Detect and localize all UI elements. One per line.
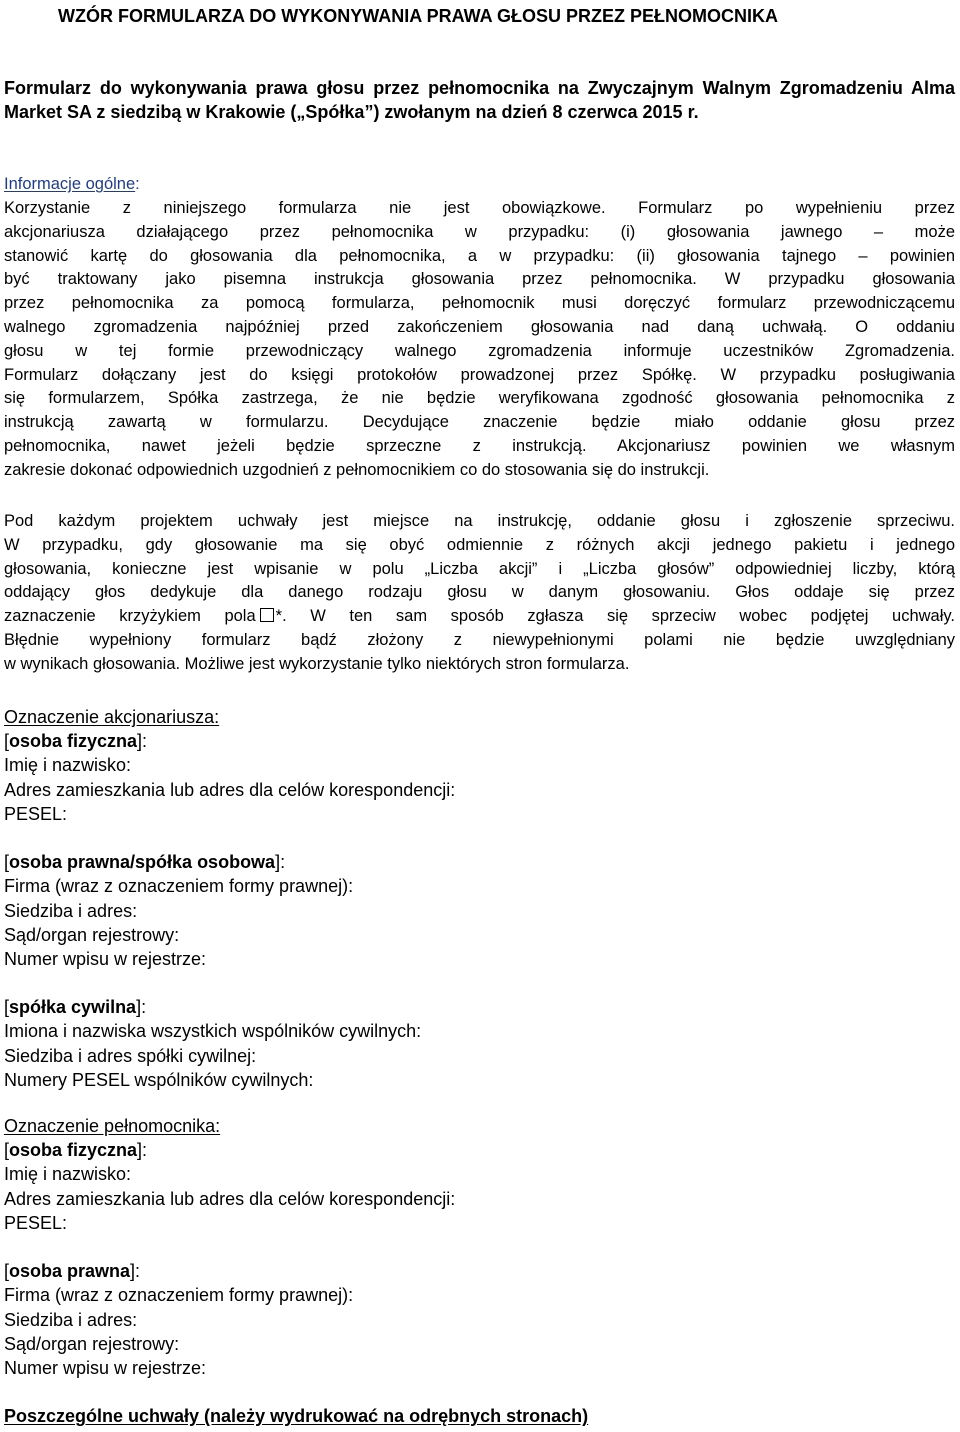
field-label: Imiona i nazwiska wszystkich wspólników cywilnych:: [4, 1021, 422, 1042]
voting-instructions: [4, 510, 955, 677]
voting-checkbox-text-after: *. W ten sam sposób zgłasza się sprzeciw wobec podjętej uchwały.: [275, 607, 955, 626]
resolutions-heading: Poszczególne uchwały (należy wydrukować na odrębnych stronach): [4, 1406, 589, 1426]
field-label: Siedziba i adres spółki cywilnej:: [4, 1045, 257, 1066]
general-info-line: instrukcją zawartą w formularzu. Decydujące znaczenie będzie miało oddanie głosu przez: [4, 413, 955, 432]
field-label: Siedziba i adres:: [4, 900, 138, 921]
general-info-line: głosu w tej formie przewodniczący walnego zgromadzenia informuje uczestników Zgromadzenia.: [4, 341, 955, 360]
proxy-natural-person-label: [osoba fizyczna]:: [4, 1140, 148, 1161]
proxy-heading: Oznaczenie pełnomocnika:: [4, 1116, 221, 1136]
voting-instructions-line: głosowania, konieczne jest wpisanie w polu „Liczba akcji” i „Liczba głosów” odpowiedniej liczby, którą: [4, 559, 955, 578]
checkbox-square-icon: [260, 608, 274, 622]
proxy-legal-entity-label: [osoba prawna]:: [4, 1261, 141, 1282]
proxy-legal-entity-label-text: osoba prawna: [9, 1261, 131, 1282]
general-info-line: się formularzem, Spółka zastrzega, że nie będzie weryfikowana zgodność głosowania pełnomocnika z: [4, 389, 955, 408]
field-label: Adres zamieszkania lub adres dla celów korespondencji:: [4, 779, 456, 800]
voting-instructions-line: W przypadku, gdy głosowanie ma się obyć odmiennie z różnych akcji jednego pakietu i jednego: [4, 535, 955, 554]
general-info-line: akcjonariusza działającego przez pełnomocnika w przypadku: (i) głosowania jawnego – może: [4, 222, 955, 241]
general-info-line: stanowić kartę do głosowania dla pełnomocnika, a w przypadku: (ii) głosowania tajnego – powinien: [4, 246, 955, 265]
voting-checkbox-line: [4, 605, 955, 629]
civil-partnership-label-text: spółka cywilna: [9, 997, 137, 1018]
natural-person-label: [osoba fizyczna]:: [4, 731, 148, 752]
proxy-natural-person-label-text: osoba fizyczna: [9, 1140, 138, 1161]
voting-instructions-line: Pod każdym projektem uchwały jest miejsce na instrukcję, oddanie głosu i zgłoszenie sprzeciwu.: [4, 512, 955, 530]
field-label: Sąd/organ rejestrowy:: [4, 924, 180, 945]
general-info-line: przez pełnomocnika za pomocą formularza, pełnomocnik musi doręczyć formularz przewodniczącemu: [4, 294, 955, 313]
field-label: Siedziba i adres:: [4, 1309, 138, 1330]
general-info-line: Formularz dołączany jest do księgi protokołów prowadzonej przez Spółkę. W przypadku posługiwania: [4, 365, 955, 384]
legal-entity-label-text: osoba prawna/spółka osobowa: [9, 852, 276, 873]
general-info-label: Informacje ogólne: [4, 175, 136, 193]
voting-instructions-line: oddający głos dedykuje dla danego rodzaju głosu w danym głosowaniu. Głos oddaje się przez: [4, 583, 955, 602]
general-info-line: Korzystanie z niniejszego formularza nie jest obowiązkowe. Formularz po wypełnieniu przez: [4, 199, 955, 217]
field-label: Sąd/organ rejestrowy:: [4, 1333, 180, 1354]
field-label: Numery PESEL wspólników cywilnych:: [4, 1069, 314, 1090]
proxy-section: [4, 1114, 455, 1380]
shareholder-section: [4, 705, 455, 1092]
form-heading: Formularz do wykonywania prawa głosu przez pełnomocnika na Zwyczajnym Walnym Zgromadzeniu Alma Market SA z siedzibą w Krakowie („Spółka”) zwołanym na dzień 8 czerwca 2015 r.: [4, 78, 955, 122]
field-label: PESEL:: [4, 803, 68, 824]
field-label: Adres zamieszkania lub adres dla celów korespondencji:: [4, 1188, 456, 1209]
field-label: Numer wpisu w rejestrze:: [4, 1357, 207, 1378]
document-title: WZÓR FORMULARZA DO WYKONYWANIA PRAWA GŁOSU PRZEZ PEŁNOMOCNIKA: [58, 6, 778, 26]
spacer: [4, 971, 455, 995]
general-info-line: pełnomocnika, nawet jeżeli będzie sprzeczne z instrukcją. Akcjonariusz powinien we własnym: [4, 436, 955, 455]
shareholder-heading: Oznaczenie akcjonariusza:: [4, 707, 220, 727]
general-info-line: być traktowany jako pisemna instrukcja głosowania przez pełnomocnika. W przypadku głosowania: [4, 270, 955, 289]
general-info-line: walnego zgromadzenia najpóźniej przed zakończeniem głosowania nad daną uchwałą. O oddaniu: [4, 317, 955, 336]
legal-entity-label: [osoba prawna/spółka osobowa]:: [4, 852, 286, 873]
field-label: PESEL:: [4, 1212, 68, 1233]
field-label: Imię i nazwisko:: [4, 755, 132, 776]
voting-checkbox-text-before: zaznaczenie krzyżykiem pola: [4, 607, 256, 626]
civil-partnership-label: [spółka cywilna]:: [4, 997, 147, 1018]
field-label: Firma (wraz z oznaczeniem formy prawnej):: [4, 876, 354, 897]
general-info-text: [4, 197, 955, 483]
field-label: Firma (wraz z oznaczeniem formy prawnej):: [4, 1285, 354, 1306]
field-label: Imię i nazwisko:: [4, 1164, 132, 1185]
spacer: [4, 1235, 455, 1259]
field-label: Numer wpisu w rejestrze:: [4, 948, 207, 969]
general-info-header: [4, 173, 955, 197]
voting-instructions-line: w wynikach głosowania. Możliwe jest wykorzystanie tylko niektórych stron formularza.: [4, 654, 630, 673]
general-info-line: zakresie dokonać odpowiednich uzgodnień z pełnomocnikiem co do stosowania się do instrukcji.: [4, 460, 710, 479]
general-info-colon: :: [135, 175, 140, 193]
voting-instructions-line: Błędnie wypełniony formularz bądź złożony z niewypełnionymi polami nie będzie uwzględniany: [4, 630, 955, 649]
natural-person-label-text: osoba fizyczna: [9, 731, 138, 752]
resolutions-section: [4, 1404, 588, 1428]
spacer: [4, 826, 455, 850]
